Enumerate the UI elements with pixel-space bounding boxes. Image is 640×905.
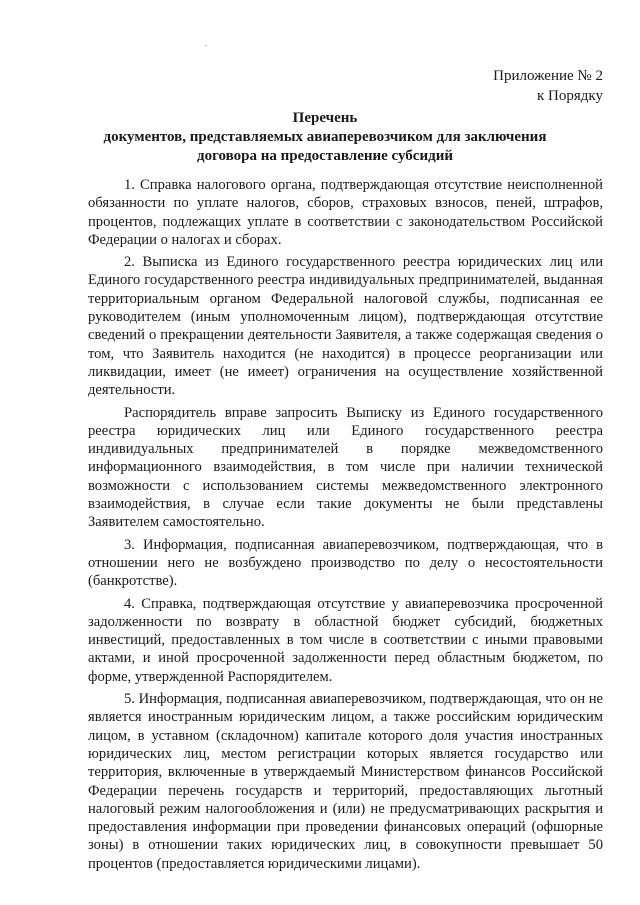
heading-subtitle-line-1: документов, представляемых авиаперевозчиком для заключения	[103, 129, 547, 145]
heading-title: Перечень	[292, 110, 358, 126]
paragraph-item-2-note: Распорядитель вправе запросить Выписку из Единого государственного реестра юридических лиц или Единого государственного реестра индивидуальных предпринимателей в порядке межведомственного информационного взаимодействия, в том числе при наличии технической возможности с использованием системы межведомственного электронного взаимодействия, в случае если такие документы не были представлены Заявителем самостоятельно.	[88, 404, 603, 531]
heading-subtitle-line-2: договора на предоставление субсидий	[197, 148, 453, 164]
appendix-note	[493, 66, 603, 106]
paragraph-item-3: 3. Информация, подписанная авиаперевозчиком, подтверждающая, что в отношении него не возбуждено производство по делу о несостоятельности (банкротстве).	[88, 536, 603, 590]
appendix-number: Приложение № 2	[493, 68, 603, 84]
paragraph-item-1: 1. Справка налогового органа, подтверждающая отсутствие неисполненной обязанности по уплате налогов, сборов, страховых взносов, пеней, штрафов, процентов, подлежащих уплате в соответствии с законодательством Российской Федерации о налогах и сборах.	[88, 177, 603, 248]
scan-speck	[205, 45, 207, 46]
paragraph-item-4: 4. Справка, подтверждающая отсутствие у авиаперевозчика просроченной задолженности по возврату в областной бюджет субсидий, бюджетных инвестиций, предоставленных в том числе в соответствии с иными правовыми актами, и иной просроченной задолженности перед областным бюджетом, по форме, утвержденной Распорядителем.	[88, 595, 603, 685]
document-heading	[90, 109, 560, 166]
paragraph-item-2: 2. Выписка из Единого государственного реестра юридических лиц или Единого государственного реестра индивидуальных предпринимателей, выданная территориальным органом Федеральной налоговой службы, подписанная ее руководителем (иным уполномоченным лицом), подтверждающая отсутствие сведений о прекращении деятельности Заявителя, а также содержащая сведения о том, что Заявитель находится (не находится) в процессе реорганизации или ликвидации, имеет (не имеет) ограничения на осуществление хозяйственной деятельности.	[88, 254, 603, 399]
paragraph-item-5: 5. Информация, подписанная авиаперевозчиком, подтверждающая, что он не является иностранным юридическим лицом, а также российским юридическим лицом, в уставном (складочном) капитале которого доля участия иностранных юридических лиц, местом регистрации которых является государство или территория, включенные в утверждаемый Министерством финансов Российской Федерации перечень государств и территорий, предоставляющих льготный налоговый режим налогообложения и (или) не предусматривающих раскрытия и предоставления информации при проведении финансовых операций (офшорные зоны) в отношении таких юридических лиц, в совокупности превышает 50 процентов (предоставляется юридическими лицами).	[88, 691, 603, 872]
document-body	[88, 176, 603, 877]
appendix-reference: к Порядку	[537, 88, 603, 104]
